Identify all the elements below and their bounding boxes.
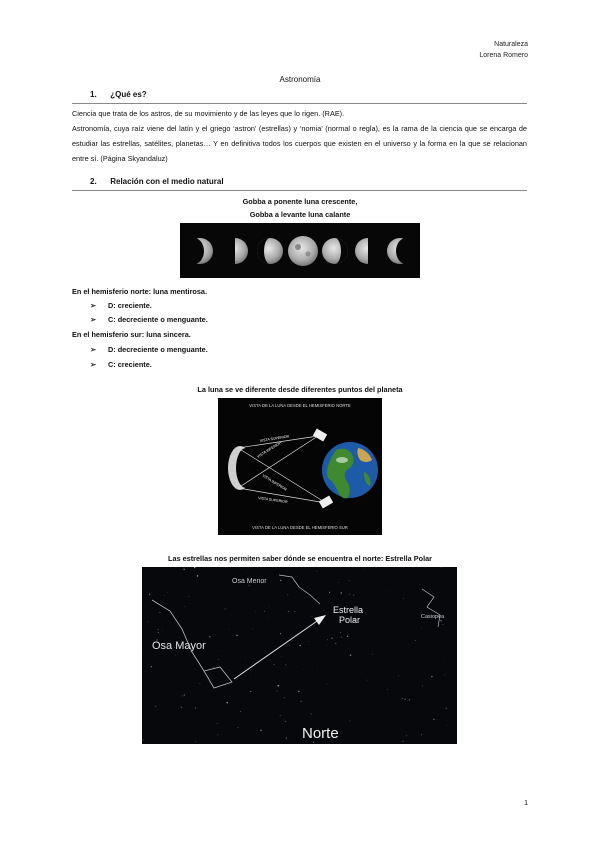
star-dot xyxy=(175,654,176,655)
star-dot xyxy=(364,569,365,570)
star-dot xyxy=(245,657,246,658)
bullet-arrow-icon: ➢ xyxy=(90,345,97,354)
star-dot xyxy=(253,629,254,630)
star-dot xyxy=(402,741,403,742)
star-dot xyxy=(431,676,432,677)
star-dot xyxy=(250,678,251,679)
star-dot xyxy=(308,641,309,642)
star-dot xyxy=(166,723,167,724)
section-rule xyxy=(72,190,527,191)
star-dot xyxy=(404,699,405,700)
section-label: Relación con el medio natural xyxy=(110,177,224,186)
star-dot xyxy=(317,667,318,668)
star-dot xyxy=(395,640,396,641)
star-dot xyxy=(264,611,265,612)
star-dot xyxy=(442,624,443,625)
star-dot xyxy=(149,594,150,595)
item-text: C: creciente. xyxy=(108,360,152,369)
moon-crescent-shape xyxy=(228,446,256,490)
star-dot xyxy=(281,656,282,657)
item-text: D: creciente. xyxy=(108,301,152,310)
star-dot xyxy=(335,643,336,644)
diagram-top-label: VISTA DE LA LUNA DESDE EL HEMISFERIO NORTE xyxy=(249,403,351,408)
south-hemisphere-title: En el hemisferio sur: luna sincera. xyxy=(72,330,191,339)
star-dot xyxy=(143,740,144,741)
moon-phases-image xyxy=(180,223,420,278)
star-dot xyxy=(440,620,441,621)
star-dot xyxy=(447,725,448,726)
star-dot xyxy=(195,707,196,708)
north-item-2 xyxy=(90,315,208,324)
star-dot xyxy=(422,685,423,686)
star-dot xyxy=(248,585,249,586)
star-dot xyxy=(274,664,275,665)
star-dot xyxy=(445,674,446,675)
star-dot xyxy=(415,640,416,641)
page-header xyxy=(479,39,528,61)
star-dot xyxy=(310,713,311,714)
star-dot xyxy=(423,667,424,668)
star-dot xyxy=(238,727,239,728)
ray-label: VISTA SUPERIOR xyxy=(259,434,290,443)
ray-label: VISTA INFERIOR xyxy=(256,440,283,459)
item-text: C: decreciente o menguante. xyxy=(108,315,208,324)
star-dot xyxy=(183,569,184,570)
star-dot xyxy=(311,616,312,617)
moon-diagram-caption: La luna se ve diferente desde diferentes puntos del planeta xyxy=(197,385,403,394)
moon-phase-first-quarter xyxy=(222,238,248,264)
star-dot xyxy=(213,667,214,668)
direction-arrow xyxy=(234,615,326,679)
star-dot xyxy=(218,659,219,660)
star-dot xyxy=(329,592,330,593)
star-dot xyxy=(446,708,448,710)
star-dot xyxy=(195,741,196,742)
star-dot xyxy=(280,633,281,634)
star-dot xyxy=(409,699,410,700)
star-dot xyxy=(403,598,404,599)
star-dot xyxy=(326,645,327,646)
star-dot xyxy=(350,721,351,722)
star-dot xyxy=(280,715,281,716)
page-number: 1 xyxy=(524,800,528,807)
background-stars xyxy=(142,567,447,744)
star-dot xyxy=(337,584,338,585)
star-dot xyxy=(338,582,339,583)
star-dot xyxy=(289,645,290,646)
saying-line-2: Gobba a levante luna calante xyxy=(249,210,351,219)
moon-phase-last-quarter xyxy=(355,238,381,264)
star-dot xyxy=(181,707,182,708)
moon-phase-full xyxy=(288,236,318,266)
star-dot xyxy=(367,680,368,681)
star-dot xyxy=(181,695,182,696)
osa-mayor-label: Osa Mayor xyxy=(152,640,206,652)
star-dot xyxy=(284,697,285,698)
header-subject: Naturaleza xyxy=(494,41,528,48)
star-dot xyxy=(353,594,354,595)
star-dot xyxy=(205,660,206,661)
star-dot xyxy=(433,719,434,720)
star-dot xyxy=(299,645,300,646)
star-dot xyxy=(402,698,403,699)
star-dot xyxy=(209,636,210,637)
star-dot xyxy=(162,630,163,631)
star-dot xyxy=(255,611,256,612)
star-dot xyxy=(285,721,286,722)
star-dot xyxy=(314,625,315,626)
star-dot xyxy=(327,639,328,640)
star-dot xyxy=(398,675,399,676)
star-dot xyxy=(200,683,201,684)
star-dot xyxy=(184,606,185,607)
star-dot xyxy=(286,737,287,738)
star-dot xyxy=(229,629,230,630)
star-dot xyxy=(159,612,160,613)
moon-view-diagram xyxy=(218,398,382,535)
star-dot xyxy=(441,567,442,568)
osa-menor-lines xyxy=(279,575,320,604)
casiopea-lines xyxy=(422,589,440,627)
star-dot xyxy=(260,730,261,731)
star-dot xyxy=(387,689,388,690)
star-dot xyxy=(164,595,165,596)
star-dot xyxy=(341,592,343,594)
polar-label: Polar xyxy=(339,615,361,625)
star-dot xyxy=(326,684,327,685)
star-dot xyxy=(277,685,279,687)
section-label: ¿Qué es? xyxy=(110,90,147,99)
star-map-caption: Las estrellas nos permiten saber dónde se encuentra el norte: Estrella Polar xyxy=(168,554,432,563)
south-item-2 xyxy=(90,360,152,369)
star-dot xyxy=(240,711,241,712)
section-number: 1. xyxy=(90,90,97,99)
star-dot xyxy=(283,719,284,720)
star-dot xyxy=(250,691,251,692)
star-dot xyxy=(155,706,157,708)
star-dot xyxy=(197,575,199,577)
star-dot xyxy=(391,591,392,592)
star-dot xyxy=(217,723,218,724)
star-dot xyxy=(297,576,298,577)
estrella-label: Estrella xyxy=(333,605,364,615)
bullet-arrow-icon: ➢ xyxy=(90,301,97,310)
star-dot xyxy=(298,691,299,692)
star-dot xyxy=(217,735,218,736)
north-item-1 xyxy=(90,301,152,310)
document-title: Astronomía xyxy=(279,75,321,84)
star-dot xyxy=(334,635,335,636)
definition-rae: Ciencia que trata de los astros, de su movimiento y de las leyes que lo rigen. (RAE). xyxy=(72,109,345,118)
star-dot xyxy=(421,734,422,735)
star-dot xyxy=(349,580,350,581)
casiopea-label: Casiopea xyxy=(421,614,445,620)
osa-menor-label: Osa Menor xyxy=(232,578,267,585)
header-author: Lorena Romero xyxy=(479,52,528,59)
star-dot xyxy=(194,567,195,568)
star-dot xyxy=(151,666,152,667)
star-dot xyxy=(188,596,189,597)
bullet-arrow-icon: ➢ xyxy=(90,315,97,324)
star-dot xyxy=(195,573,196,574)
star-dot xyxy=(331,637,332,638)
star-dot xyxy=(350,655,351,656)
earth-globe xyxy=(322,442,378,498)
moon-phase-waxing-gibbous xyxy=(257,238,283,264)
star-dot xyxy=(222,651,223,652)
star-dot xyxy=(294,611,295,612)
star-dot xyxy=(225,608,226,609)
star-dot xyxy=(301,701,302,702)
star-dot xyxy=(287,594,288,595)
star-dot xyxy=(347,636,348,637)
south-item-1 xyxy=(90,345,208,354)
moon-phase-waning-gibbous xyxy=(322,238,348,264)
diagram-bottom-label: VISTA DE LA LUNA DESDE EL HEMISFERIO SUR xyxy=(252,525,348,530)
star-dot xyxy=(372,654,373,655)
moon-phase-waning-crescent xyxy=(387,238,416,264)
star-dot xyxy=(340,632,341,633)
moon-phase-waxing-crescent xyxy=(184,238,213,264)
item-text: D: decreciente o menguante. xyxy=(108,345,208,354)
star-map-image xyxy=(142,567,457,744)
definition-etymology: Astronomía, cuya raíz viene del latín y el griego ‘astron’ (estrellas) y ‘nomia’ (normal o regla), es la rama de la ciencia que se encarga de estudiar las estrellas, satélites, planetas… Y en definitiva todos los cuerpos que existen en el universo y la forma en la que se relacionan entre sí. (Página Skyandaluz) xyxy=(72,124,527,163)
star-dot xyxy=(406,735,407,736)
star-dot xyxy=(269,606,270,607)
star-dot xyxy=(177,625,178,626)
star-dot xyxy=(280,580,282,582)
star-dot xyxy=(236,635,237,636)
saying-line-1: Gobba a ponente luna crescente, xyxy=(242,197,358,206)
star-dot xyxy=(229,670,230,671)
star-dot xyxy=(184,695,185,696)
star-dot xyxy=(226,702,227,703)
star-dot xyxy=(296,666,297,667)
star-dot xyxy=(421,628,422,629)
ray-label: VISTA SUPERIOR xyxy=(257,496,288,505)
section-number: 2. xyxy=(90,177,97,186)
star-dot xyxy=(167,592,168,593)
star-dot xyxy=(341,637,342,638)
star-dot xyxy=(146,610,147,611)
north-hemisphere-title: En el hemisferio norte: luna mentirosa. xyxy=(72,287,208,296)
star-dot xyxy=(276,690,277,691)
star-dot xyxy=(158,632,159,633)
section-heading-2 xyxy=(90,177,224,186)
section-heading-1 xyxy=(90,90,147,99)
star-dot xyxy=(148,621,149,622)
star-dot xyxy=(288,611,289,612)
section-rule xyxy=(72,103,527,104)
norte-label: Norte xyxy=(302,725,339,742)
star-dot xyxy=(285,664,286,665)
star-dot xyxy=(158,629,159,630)
ray-label: VISTA INFERIOR xyxy=(261,473,288,492)
star-dot xyxy=(316,571,317,572)
bullet-arrow-icon: ➢ xyxy=(90,360,97,369)
star-dot xyxy=(349,594,350,595)
